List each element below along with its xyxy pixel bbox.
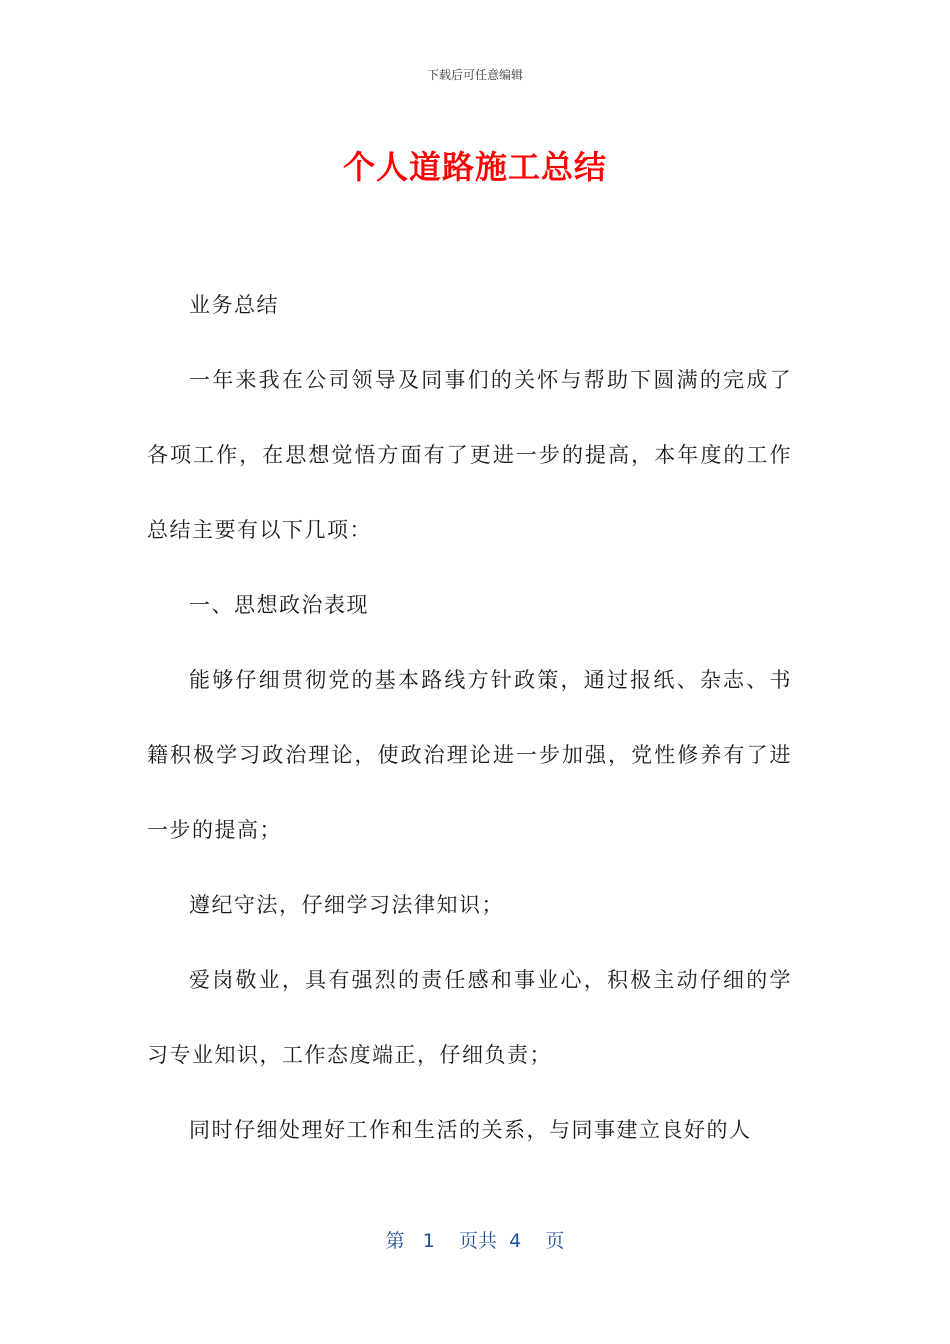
- paragraph-law: 遵纪守法，仔细学习法律知识；: [189, 893, 504, 917]
- paragraph-subheading-political: 一、思想政治表现: [189, 593, 369, 617]
- footer-suffix: 页: [545, 1230, 565, 1252]
- page-footer: [0, 1226, 950, 1253]
- document-body: [147, 268, 792, 1168]
- footer-prefix: 第: [385, 1230, 405, 1252]
- paragraph-section-heading: 业务总结: [189, 293, 279, 317]
- footer-middle: 页共: [459, 1230, 498, 1252]
- paragraph-dedication: 爱岗敬业，具有强烈的责任感和事业心，积极主动仔细的学习专业知识，工作态度端正，仔细负责；: [147, 968, 792, 1067]
- header-note: 下载后可任意编辑: [426, 68, 523, 82]
- paragraph-work-life: 同时仔细处理好工作和生活的关系，与同事建立良好的人: [189, 1118, 752, 1142]
- paragraph-party-line: 能够仔细贯彻党的基本路线方针政策，通过报纸、杂志、书籍积极学习政治理论，使政治理论进一步加强，党性修养有了进一步的提高；: [147, 668, 792, 842]
- document-title: 个人道路施工总结: [342, 148, 607, 186]
- footer-current-page: 1: [422, 1230, 435, 1252]
- paragraph-intro: 一年来我在公司领导及同事们的关怀与帮助下圆满的完成了各项工作，在思想觉悟方面有了更进一步的提高，本年度的工作总结主要有以下几项：: [147, 368, 792, 542]
- footer-total-pages: 4: [509, 1230, 522, 1252]
